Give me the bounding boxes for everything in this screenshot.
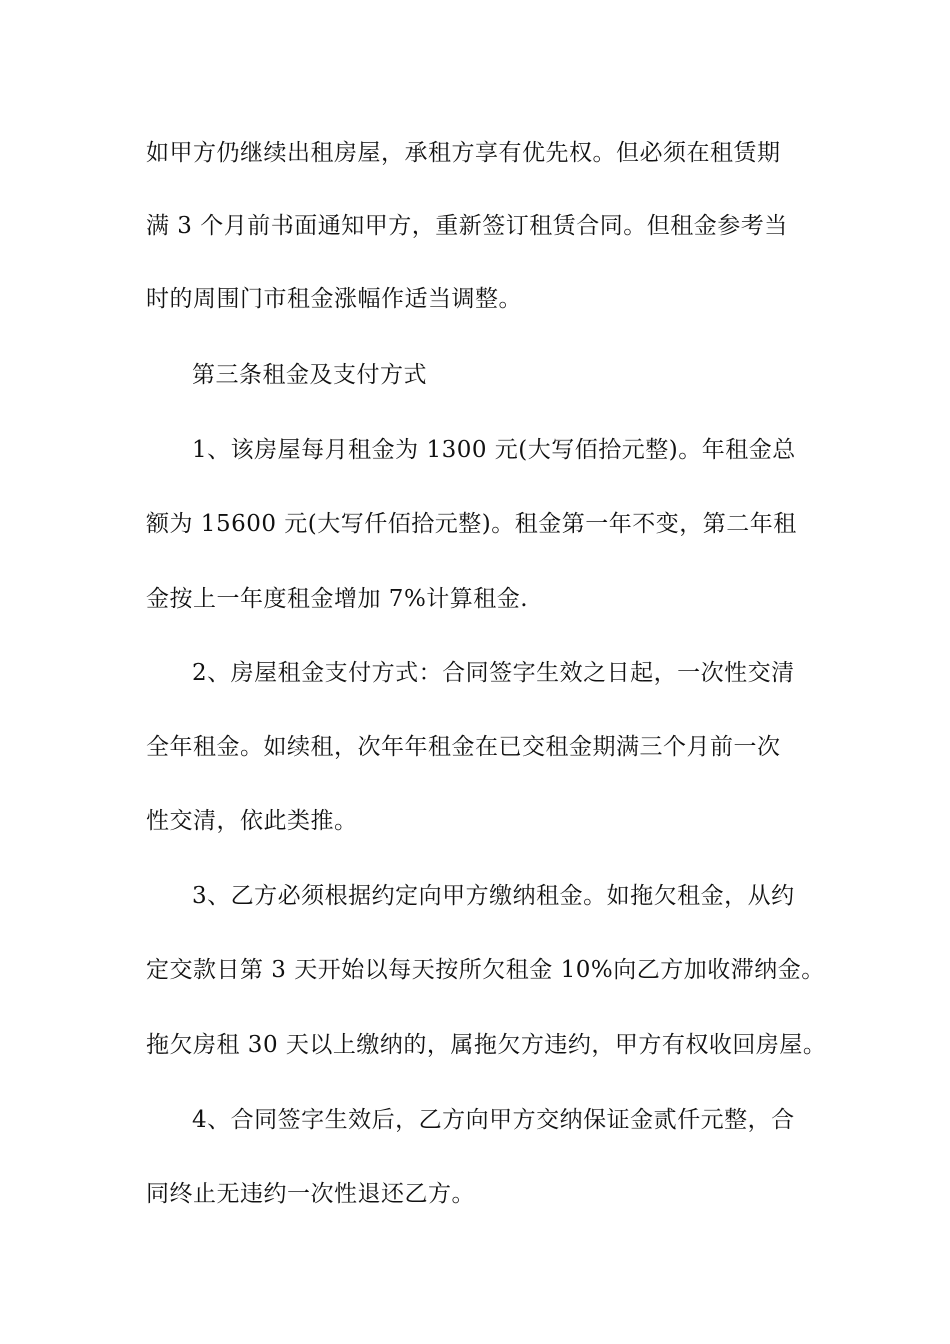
- text-line: 1、该房屋每月租金为 1300 元(大写佰拾元整)。年租金总: [192, 437, 796, 463]
- text-line: 满 3 个月前书面通知甲方，重新签订租赁合同。但租金参考当: [146, 213, 788, 239]
- text-line: 性交清，依此类推。: [146, 808, 358, 834]
- text-line: 同终止无违约一次性退还乙方。: [146, 1181, 475, 1207]
- text-line: 定交款日第 3 天开始以每天按所欠租金 10%向乙方加收滞纳金。: [146, 957, 825, 983]
- text-line: 拖欠房租 30 天以上缴纳的，属拖欠方违约，甲方有权收回房屋。: [146, 1032, 827, 1058]
- text-line: 全年租金。如续租，次年年租金在已交租金期满三个月前一次: [146, 734, 781, 760]
- section-heading: 第三条租金及支付方式: [192, 362, 427, 388]
- text-line: 3、乙方必须根据约定向甲方缴纳租金。如拖欠租金，从约: [192, 883, 795, 909]
- text-line: 4、合同签字生效后，乙方向甲方交纳保证金贰仟元整，合: [192, 1107, 795, 1133]
- text-line: 金按上一年度租金增加 7%计算租金.: [146, 586, 529, 612]
- text-line: 额为 15600 元(大写仟佰拾元整)。租金第一年不变，第二年租: [146, 511, 797, 537]
- text-line: 2、房屋租金支付方式：合同签字生效之日起，一次性交清: [192, 660, 795, 686]
- text-line: 时的周围门市租金涨幅作适当调整。: [146, 286, 522, 312]
- text-line: 如甲方仍继续出租房屋，承租方享有优先权。但必须在租赁期: [146, 140, 781, 166]
